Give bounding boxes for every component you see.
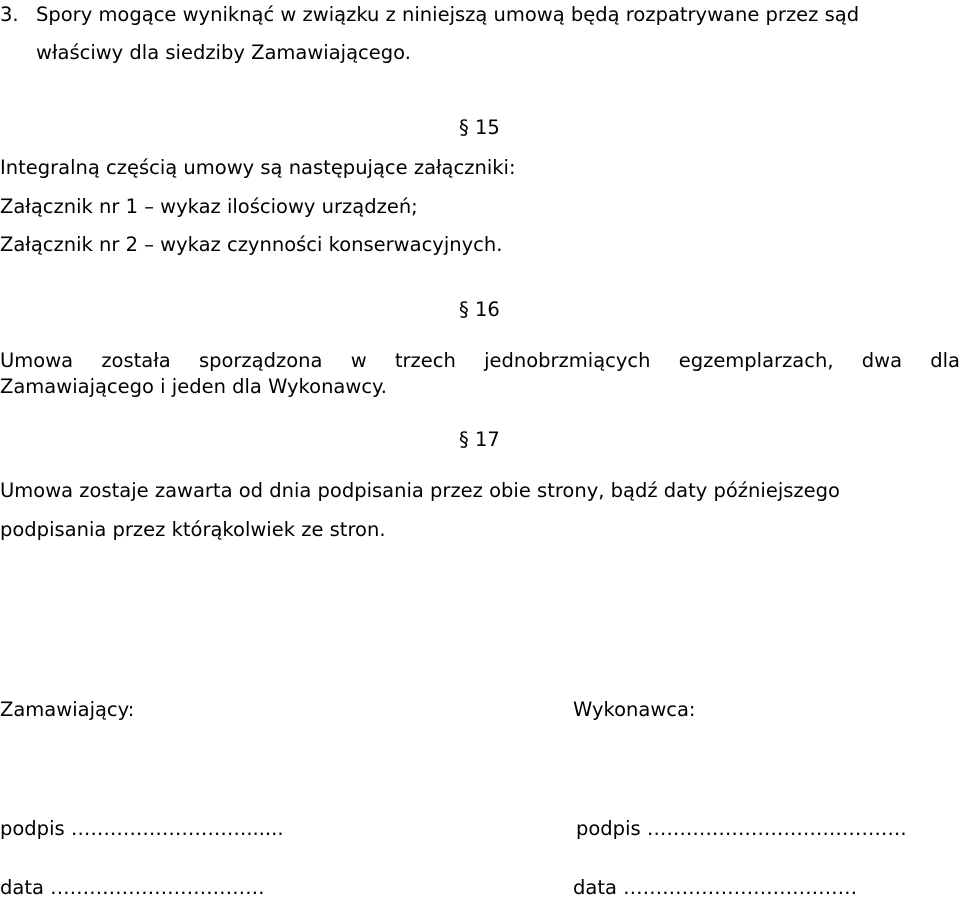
section-16-heading: § 16 bbox=[459, 298, 500, 321]
clause-3-line-1 bbox=[0, 2, 859, 28]
clause-3-number: 3. bbox=[0, 3, 19, 26]
client-signature-line: podpis ………………………...... bbox=[0, 817, 284, 840]
contractor-date-line: data ……………………………… bbox=[573, 876, 858, 899]
section-16-line-2: Zamawiającego i jeden dla Wykonawcy. bbox=[0, 375, 388, 398]
section-15-intro: Integralną częścią umowy są następujące załączniki: bbox=[0, 156, 516, 179]
attachment-2: Załącznik nr 2 – wykaz czynności konserwacyjnych. bbox=[0, 233, 503, 256]
section-15-heading: § 15 bbox=[459, 116, 500, 139]
section-17-line-1: Umowa zostaje zawarta od dnia podpisania przez obie strony, bądź daty późniejszego bbox=[0, 479, 840, 502]
section-16-line-1: Umowa została sporządzona w trzech jednobrzmiących egzemplarzach, dwa dla bbox=[0, 349, 960, 372]
contractor-signature-line: podpis …………………………………. bbox=[576, 817, 907, 840]
section-17-heading: § 17 bbox=[459, 428, 500, 451]
attachment-1: Załącznik nr 1 – wykaz ilościowy urządzeń; bbox=[0, 195, 418, 218]
section-17-line-2: podpisania przez którąkolwiek ze stron. bbox=[0, 518, 386, 541]
contractor-label: Wykonawca: bbox=[573, 698, 696, 721]
clause-3-text-1: Spory mogące wyniknąć w związku z niniejszą umową będą rozpatrywane przez sąd bbox=[36, 3, 860, 26]
client-label: Zamawiający: bbox=[0, 698, 135, 721]
client-date-line: data …………………………… bbox=[0, 876, 265, 899]
clause-3-line-2: właściwy dla siedziby Zamawiającego. bbox=[36, 41, 411, 64]
